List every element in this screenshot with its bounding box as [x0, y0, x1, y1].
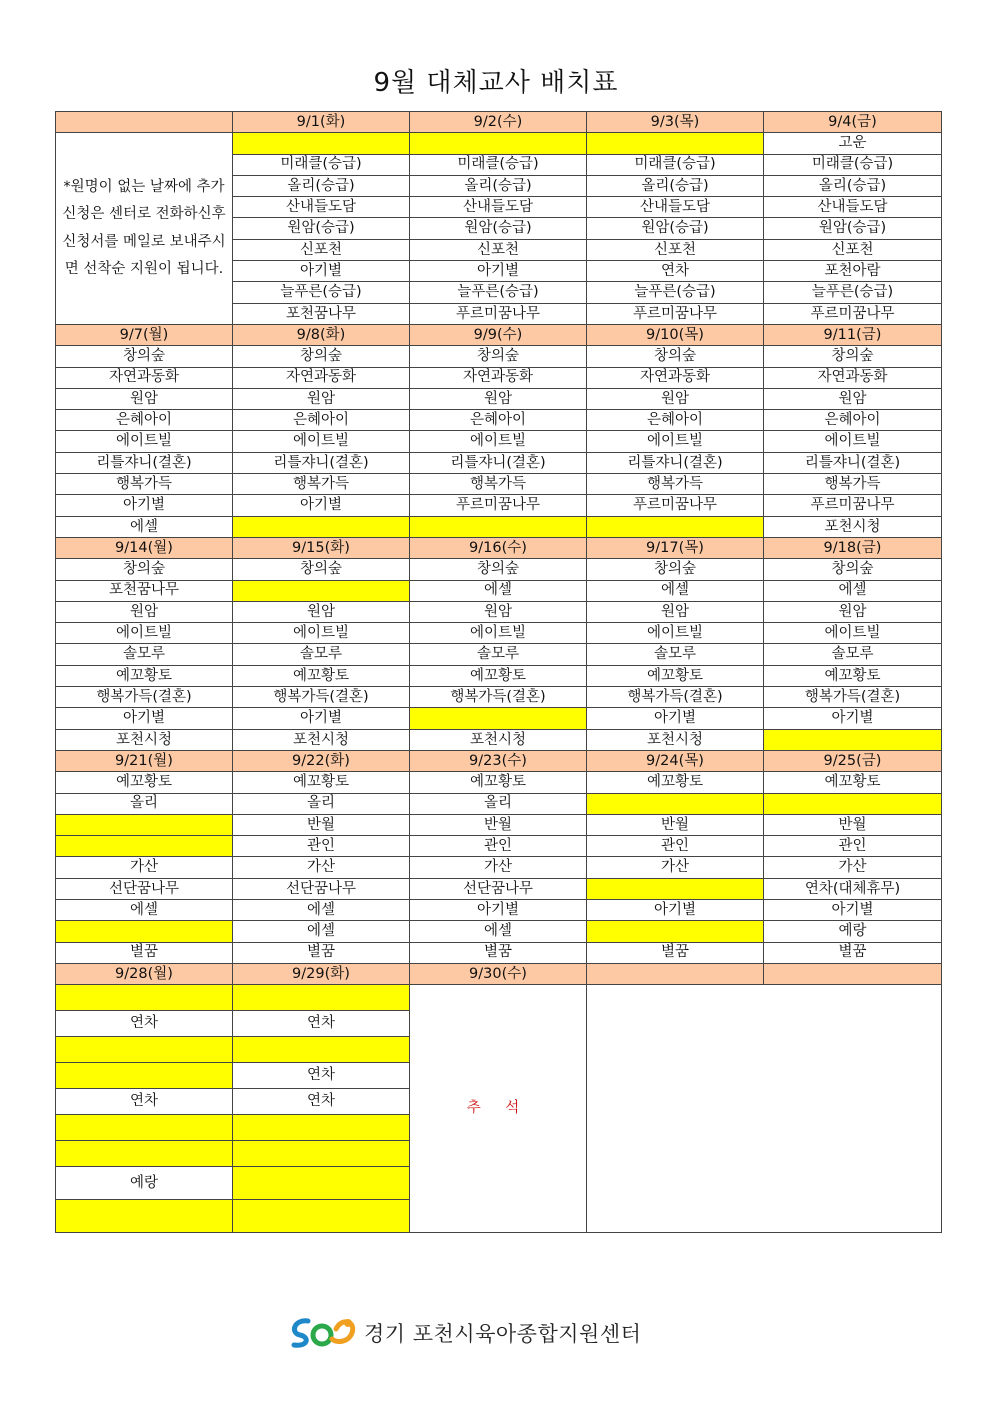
- week2-row: [56, 516, 942, 537]
- week4-row: [56, 857, 942, 878]
- assignment-cell: 올리: [56, 793, 233, 814]
- assignment-cell: 예꼬황토: [56, 772, 233, 793]
- assignment-cell: 에이트빌: [587, 623, 764, 644]
- assignment-cell: 포천꿈나무: [233, 303, 410, 324]
- assignment-cell: 에이트빌: [764, 623, 942, 644]
- page-title: 9월 대체교사 배치표: [373, 68, 619, 98]
- week3-row: [56, 580, 942, 601]
- assignment-cell: 에셀: [233, 921, 410, 942]
- assignment-cell: 리틀쟈니(결혼): [587, 452, 764, 473]
- assignment-cell: 창의숲: [764, 559, 942, 580]
- assignment-cell: 예꼬황토: [233, 665, 410, 686]
- assignment-cell: 별꿈: [56, 942, 233, 963]
- assignment-cell: 아기별: [410, 261, 587, 282]
- assignment-cell: 관인: [233, 836, 410, 857]
- assignment-cell: 에이트빌: [233, 623, 410, 644]
- week3-header-row: [56, 537, 942, 558]
- assignment-cell: 창의숲: [56, 346, 233, 367]
- assignment-cell: 은혜아이: [410, 410, 587, 431]
- week4-row: [56, 772, 942, 793]
- assignment-cell: 아기별: [764, 899, 942, 920]
- date-cell: 9/1(화): [233, 112, 410, 133]
- assignment-cell: 포천꿈나무: [56, 580, 233, 601]
- assignment-cell: 에이트빌: [587, 431, 764, 452]
- assignment-cell: [56, 921, 233, 942]
- assignment-cell: 솔모루: [56, 644, 233, 665]
- assignment-cell: 창의숲: [587, 559, 764, 580]
- organization-name: 경기 포천시육아종합지원센터: [364, 1322, 642, 1346]
- assignment-cell: 행복가득: [764, 474, 942, 495]
- assignment-cell: 미래클(승급): [233, 154, 410, 175]
- date-cell: 9/2(수): [410, 112, 587, 133]
- assignment-cell: [764, 793, 942, 814]
- assignment-cell: 예랑: [764, 921, 942, 942]
- assignment-cell: 아기별: [233, 495, 410, 516]
- assignment-cell: [233, 1141, 410, 1167]
- assignment-cell: 예꼬황토: [587, 665, 764, 686]
- assignment-cell: 아기별: [233, 261, 410, 282]
- assignment-cell: 아기별: [56, 495, 233, 516]
- assignment-cell: 산내들도담: [764, 197, 942, 218]
- assignment-cell: 연차: [56, 1011, 233, 1037]
- assignment-cell: [233, 133, 410, 154]
- week2-header-row: [56, 324, 942, 345]
- date-cell: 9/29(화): [233, 963, 410, 984]
- week2-row: [56, 367, 942, 388]
- assignment-cell: 행복가득: [233, 474, 410, 495]
- week4-row: [56, 878, 942, 899]
- assignment-cell: [587, 921, 764, 942]
- assignment-cell: 푸르미꿈나무: [410, 495, 587, 516]
- assignment-cell: 창의숲: [410, 559, 587, 580]
- date-cell: 9/30(수): [410, 963, 587, 984]
- week2-row: [56, 452, 942, 473]
- assignment-cell: [410, 133, 587, 154]
- week3-row: [56, 601, 942, 622]
- assignment-cell: 푸르미꿈나무: [587, 303, 764, 324]
- assignment-cell: 예꼬황토: [764, 772, 942, 793]
- assignment-cell: 관인: [764, 836, 942, 857]
- assignment-cell: 반월: [410, 814, 587, 835]
- date-cell: 9/3(목): [587, 112, 764, 133]
- assignment-cell: 원암(승급): [587, 218, 764, 239]
- week4-row: [56, 836, 942, 857]
- assignment-cell: 창의숲: [587, 346, 764, 367]
- assignment-cell: [56, 1037, 233, 1063]
- center-logo-icon: [286, 1313, 360, 1353]
- assignment-cell: 별꿈: [410, 942, 587, 963]
- week3-row: [56, 559, 942, 580]
- assignment-cell: 원암: [587, 388, 764, 409]
- assignment-cell: 선단꿈나무: [56, 878, 233, 899]
- assignment-cell: 원암(승급): [410, 218, 587, 239]
- assignment-cell: 리틀쟈니(결혼): [233, 452, 410, 473]
- assignment-cell: 자연과동화: [233, 367, 410, 388]
- assignment-cell: 산내들도담: [410, 197, 587, 218]
- assignment-cell: [56, 985, 233, 1011]
- assignment-cell: 관인: [587, 836, 764, 857]
- assignment-cell: 원암: [410, 601, 587, 622]
- assignment-cell: 산내들도담: [233, 197, 410, 218]
- assignment-cell: [764, 729, 942, 750]
- assignment-cell: 신포천: [587, 239, 764, 260]
- assignment-cell: 늘푸른(승급): [587, 282, 764, 303]
- assignment-cell: 행복가득(결혼): [56, 687, 233, 708]
- date-cell: 9/23(수): [410, 750, 587, 771]
- assignment-cell: 연차: [233, 1063, 410, 1089]
- assignment-cell: 연차: [233, 1089, 410, 1115]
- assignment-cell: 포천아람: [764, 261, 942, 282]
- assignment-cell: 늘푸른(승급): [764, 282, 942, 303]
- assignment-cell: [56, 1200, 233, 1233]
- assignment-cell: 창의숲: [56, 559, 233, 580]
- assignment-cell: 창의숲: [233, 346, 410, 367]
- assignment-cell: 신포천: [764, 239, 942, 260]
- assignment-cell: 은혜아이: [233, 410, 410, 431]
- date-cell: 9/17(목): [587, 537, 764, 558]
- assignment-cell: [587, 878, 764, 899]
- week1-header-row: [56, 112, 942, 133]
- assignment-cell: 신포천: [233, 239, 410, 260]
- assignment-cell: 솔모루: [233, 644, 410, 665]
- assignment-cell: 가산: [233, 857, 410, 878]
- assignment-cell: 가산: [764, 857, 942, 878]
- empty-area: [587, 985, 942, 1233]
- assignment-cell: 가산: [56, 857, 233, 878]
- assignment-cell: 예꼬황토: [56, 665, 233, 686]
- week4-row: [56, 793, 942, 814]
- assignment-cell: 아기별: [233, 708, 410, 729]
- assignment-cell: 원암(승급): [764, 218, 942, 239]
- assignment-cell: 솔모루: [764, 644, 942, 665]
- assignment-cell: 예꼬황토: [764, 665, 942, 686]
- assignment-cell: 올리(승급): [587, 175, 764, 196]
- assignment-cell: 아기별: [56, 708, 233, 729]
- assignment-cell: [233, 1200, 410, 1233]
- assignment-cell: 은혜아이: [56, 410, 233, 431]
- week4-row: [56, 814, 942, 835]
- date-cell: 9/22(화): [233, 750, 410, 771]
- assignment-cell: 원암: [410, 388, 587, 409]
- assignment-cell: 원암: [587, 601, 764, 622]
- date-cell: 9/25(금): [764, 750, 942, 771]
- assignment-cell: 올리(승급): [764, 175, 942, 196]
- assignment-cell: 올리: [410, 793, 587, 814]
- assignment-cell: 반월: [233, 814, 410, 835]
- assignment-cell: 에이트빌: [56, 431, 233, 452]
- assignment-cell: [587, 133, 764, 154]
- assignment-cell: 원암: [764, 601, 942, 622]
- assignment-cell: 반월: [764, 814, 942, 835]
- assignment-cell: 행복가득: [587, 474, 764, 495]
- date-cell: 9/8(화): [233, 324, 410, 345]
- week4-row: [56, 899, 942, 920]
- assignment-cell: 연차: [233, 1011, 410, 1037]
- assignment-cell: 리틀쟈니(결혼): [410, 452, 587, 473]
- date-cell: 9/21(월): [56, 750, 233, 771]
- assignment-cell: 행복가득(결혼): [764, 687, 942, 708]
- assignment-cell: 신포천: [410, 239, 587, 260]
- week3-row: [56, 644, 942, 665]
- assignment-cell: 푸르미꿈나무: [764, 495, 942, 516]
- assignment-cell: 연차: [56, 1089, 233, 1115]
- week2-row: [56, 495, 942, 516]
- assignment-cell: 예랑: [56, 1167, 233, 1200]
- assignment-cell: 미래클(승급): [764, 154, 942, 175]
- assignment-cell: 가산: [587, 857, 764, 878]
- assignment-cell: 솔모루: [410, 644, 587, 665]
- week3-row: [56, 665, 942, 686]
- week2-row: [56, 410, 942, 431]
- week3-row: [56, 623, 942, 644]
- week2-row: [56, 346, 942, 367]
- assignment-cell: 별꿈: [764, 942, 942, 963]
- date-cell: 9/24(목): [587, 750, 764, 771]
- assignment-cell: 에이트빌: [764, 431, 942, 452]
- assignment-cell: 포천시청: [764, 516, 942, 537]
- assignment-cell: 아기별: [410, 899, 587, 920]
- assignment-cell: [410, 708, 587, 729]
- assignment-cell: 에이트빌: [56, 623, 233, 644]
- date-cell: 9/18(금): [764, 537, 942, 558]
- assignment-cell: 원암(승급): [233, 218, 410, 239]
- assignment-cell: 고운: [764, 133, 942, 154]
- assignment-cell: 에이트빌: [410, 431, 587, 452]
- assignment-cell: [233, 580, 410, 601]
- assignment-cell: [56, 1115, 233, 1141]
- assignment-cell: [56, 1141, 233, 1167]
- date-cell: 9/14(월): [56, 537, 233, 558]
- assignment-cell: 예꼬황토: [410, 772, 587, 793]
- assignment-cell: 푸르미꿈나무: [764, 303, 942, 324]
- holiday-label: 추 석: [410, 985, 587, 1233]
- week1-row: [56, 133, 942, 154]
- assignment-cell: 에셀: [56, 899, 233, 920]
- assignment-cell: 연차: [587, 261, 764, 282]
- assignment-cell: 늘푸른(승급): [233, 282, 410, 303]
- assignment-cell: 자연과동화: [56, 367, 233, 388]
- assignment-cell: 리틀쟈니(결혼): [764, 452, 942, 473]
- assignment-cell: [56, 1063, 233, 1089]
- assignment-cell: 포천시청: [233, 729, 410, 750]
- assignment-cell: 행복가득(결혼): [587, 687, 764, 708]
- assignment-cell: 창의숲: [410, 346, 587, 367]
- assignment-cell: [233, 985, 410, 1011]
- assignment-cell: 에셀: [587, 580, 764, 601]
- assignment-cell: 자연과동화: [764, 367, 942, 388]
- assignment-cell: [233, 516, 410, 537]
- assignment-cell: 예꼬황토: [410, 665, 587, 686]
- assignment-cell: 선단꿈나무: [233, 878, 410, 899]
- date-cell: 9/9(수): [410, 324, 587, 345]
- assignment-cell: 원암: [56, 388, 233, 409]
- assignment-cell: 행복가득(결혼): [233, 687, 410, 708]
- assignment-cell: 예꼬황토: [233, 772, 410, 793]
- week2-row: [56, 388, 942, 409]
- assignment-cell: [56, 836, 233, 857]
- date-cell: [764, 963, 942, 984]
- assignment-cell: 창의숲: [764, 346, 942, 367]
- assignment-cell: 미래클(승급): [587, 154, 764, 175]
- date-cell: 9/4(금): [764, 112, 942, 133]
- week4-header-row: [56, 750, 942, 771]
- assignment-cell: 에셀: [764, 580, 942, 601]
- assignment-cell: 산내들도담: [587, 197, 764, 218]
- date-cell: 9/15(화): [233, 537, 410, 558]
- assignment-cell: 원암: [233, 601, 410, 622]
- assignment-cell: 행복가득(결혼): [410, 687, 587, 708]
- assignment-cell: 원암: [56, 601, 233, 622]
- assignment-cell: 반월: [587, 814, 764, 835]
- assignment-cell: [233, 1115, 410, 1141]
- date-cell: 9/10(목): [587, 324, 764, 345]
- assignment-cell: [233, 1167, 410, 1200]
- week4-row: [56, 942, 942, 963]
- week4-row: [56, 921, 942, 942]
- assignment-cell: 은혜아이: [587, 410, 764, 431]
- assignment-cell: 에셀: [410, 580, 587, 601]
- assignment-cell: 에이트빌: [410, 623, 587, 644]
- assignment-cell: 가산: [410, 857, 587, 878]
- assignment-cell: 관인: [410, 836, 587, 857]
- assignment-cell: 올리: [233, 793, 410, 814]
- assignment-cell: 별꿈: [587, 942, 764, 963]
- assignment-cell: 포천시청: [56, 729, 233, 750]
- assignment-cell: 에셀: [410, 921, 587, 942]
- assignment-cell: 포천시청: [587, 729, 764, 750]
- assignment-cell: 자연과동화: [587, 367, 764, 388]
- assignment-cell: 올리(승급): [410, 175, 587, 196]
- assignment-cell: 별꿈: [233, 942, 410, 963]
- assignment-cell: 푸르미꿈나무: [410, 303, 587, 324]
- date-cell: [56, 112, 233, 133]
- assignment-cell: 예꼬황토: [587, 772, 764, 793]
- assignment-cell: [410, 516, 587, 537]
- assignment-cell: 창의숲: [233, 559, 410, 580]
- date-cell: [587, 963, 764, 984]
- schedule-table: [55, 111, 942, 1233]
- date-cell: 9/16(수): [410, 537, 587, 558]
- assignment-cell: 아기별: [587, 708, 764, 729]
- assignment-cell: 리틀쟈니(결혼): [56, 452, 233, 473]
- week5-row: [56, 985, 942, 1011]
- date-cell: 9/28(월): [56, 963, 233, 984]
- assignment-cell: 아기별: [764, 708, 942, 729]
- assignment-cell: 자연과동화: [410, 367, 587, 388]
- assignment-cell: 행복가득: [56, 474, 233, 495]
- assignment-cell: 선단꿈나무: [410, 878, 587, 899]
- date-cell: 9/7(월): [56, 324, 233, 345]
- assignment-cell: [587, 516, 764, 537]
- assignment-cell: 솔모루: [587, 644, 764, 665]
- assignment-cell: 에이트빌: [233, 431, 410, 452]
- assignment-cell: 미래클(승급): [410, 154, 587, 175]
- footer: [286, 1313, 641, 1353]
- assignment-cell: 에셀: [233, 899, 410, 920]
- assignment-cell: 올리(승급): [233, 175, 410, 196]
- week3-row: [56, 708, 942, 729]
- assignment-cell: 연차(대체휴무): [764, 878, 942, 899]
- notice-text: *원명이 없는 날짜에 추가 신청은 센터로 전화하신후 신청서를 메일로 보내주시면 선착순 지원이 됩니다.: [56, 133, 233, 325]
- assignment-cell: [56, 814, 233, 835]
- assignment-cell: [233, 1037, 410, 1063]
- assignment-cell: 은혜아이: [764, 410, 942, 431]
- date-cell: 9/11(금): [764, 324, 942, 345]
- week2-row: [56, 474, 942, 495]
- assignment-cell: 아기별: [587, 899, 764, 920]
- week3-row: [56, 687, 942, 708]
- assignment-cell: [587, 793, 764, 814]
- assignment-cell: 푸르미꿈나무: [587, 495, 764, 516]
- assignment-cell: 원암: [764, 388, 942, 409]
- assignment-cell: 늘푸른(승급): [410, 282, 587, 303]
- assignment-cell: 원암: [233, 388, 410, 409]
- week2-row: [56, 431, 942, 452]
- assignment-cell: 에셀: [56, 516, 233, 537]
- week5-header-row: [56, 963, 942, 984]
- week3-row: [56, 729, 942, 750]
- assignment-cell: 포천시청: [410, 729, 587, 750]
- assignment-cell: 행복가득: [410, 474, 587, 495]
